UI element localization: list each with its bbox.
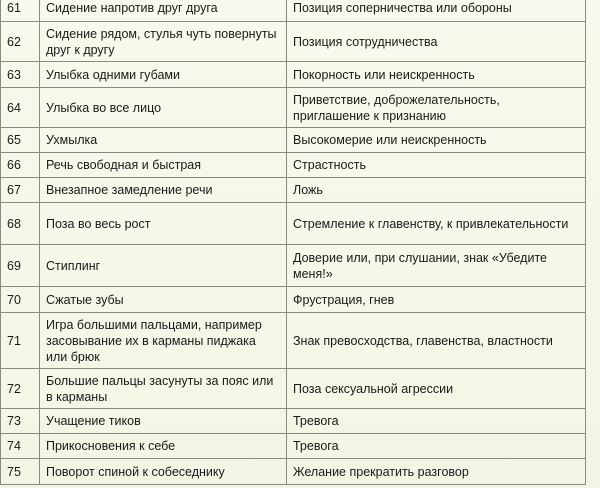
- row-number: 67: [1, 178, 40, 203]
- table-row: [1, 287, 586, 313]
- gesture-cell: Прикосновения к себе: [40, 434, 287, 459]
- row-number: 74: [1, 434, 40, 459]
- gesture-cell: Улыбка одними губами: [40, 62, 287, 88]
- table-row: [1, 88, 586, 128]
- gesture-cell: Учащение тиков: [40, 409, 287, 434]
- meaning-cell: Позиция сотрудничества: [287, 22, 586, 62]
- meaning-cell: Знак превосходства, главенства, властности: [287, 313, 586, 369]
- gesture-cell: Ухмылка: [40, 128, 287, 153]
- meaning-cell: Высокомерие или неискренность: [287, 128, 586, 153]
- gesture-cell: Поза во весь рост: [40, 203, 287, 245]
- meaning-cell: Стремление к главенству, к привлекательности: [287, 203, 586, 245]
- meaning-cell: Тревога: [287, 434, 586, 459]
- gesture-cell: Игра большими пальцами, например засовывание их в карманы пиджака или брюк: [40, 313, 287, 369]
- table-row: [1, 178, 586, 203]
- table-row: [1, 245, 586, 287]
- gesture-cell: Сидение рядом, стулья чуть повернуты друг к другу: [40, 22, 287, 62]
- table-row: [1, 459, 586, 485]
- row-number: 61: [1, 0, 40, 22]
- row-number: 68: [1, 203, 40, 245]
- gesture-cell: Сидение напротив друг друга: [40, 0, 287, 22]
- gesture-cell: Сжатые зубы: [40, 287, 287, 313]
- table-row: [1, 62, 586, 88]
- meaning-cell: Доверие или, при слушании, знак «Убедите меня!»: [287, 245, 586, 287]
- row-number: 63: [1, 62, 40, 88]
- meaning-cell: Фрустрация, гнев: [287, 287, 586, 313]
- row-number: 75: [1, 459, 40, 485]
- row-number: 62: [1, 22, 40, 62]
- gesture-cell: Поворот спиной к собеседнику: [40, 459, 287, 485]
- row-number: 64: [1, 88, 40, 128]
- gesture-cell: Речь свободная и быстрая: [40, 153, 287, 178]
- gesture-cell: Улыбка во все лицо: [40, 88, 287, 128]
- table-row: [1, 0, 586, 22]
- meaning-cell: Позиция соперничества или обороны: [287, 0, 586, 22]
- table-row: [1, 313, 586, 369]
- meaning-cell: Ложь: [287, 178, 586, 203]
- gesture-cell: Внезапное замедление речи: [40, 178, 287, 203]
- gesture-cell: Стиплинг: [40, 245, 287, 287]
- row-number: 71: [1, 313, 40, 369]
- meaning-cell: Приветствие, доброжелательность, приглашение к признанию: [287, 88, 586, 128]
- row-number: 73: [1, 409, 40, 434]
- row-number: 72: [1, 369, 40, 409]
- table-row: [1, 434, 586, 459]
- table-row: [1, 22, 586, 62]
- table-row: [1, 409, 586, 434]
- row-number: 70: [1, 287, 40, 313]
- meaning-cell: Покорность или неискренность: [287, 62, 586, 88]
- gesture-cell: Большие пальцы засунуты за пояс или в карманы: [40, 369, 287, 409]
- meaning-cell: Желание прекратить разговор: [287, 459, 586, 485]
- table-row: [1, 369, 586, 409]
- meaning-cell: Тревога: [287, 409, 586, 434]
- row-number: 65: [1, 128, 40, 153]
- meaning-cell: Страстность: [287, 153, 586, 178]
- row-number: 69: [1, 245, 40, 287]
- table-row: [1, 128, 586, 153]
- row-number: 66: [1, 153, 40, 178]
- table-row: [1, 203, 586, 245]
- meaning-cell: Поза сексуальной агрессии: [287, 369, 586, 409]
- table-row: [1, 153, 586, 178]
